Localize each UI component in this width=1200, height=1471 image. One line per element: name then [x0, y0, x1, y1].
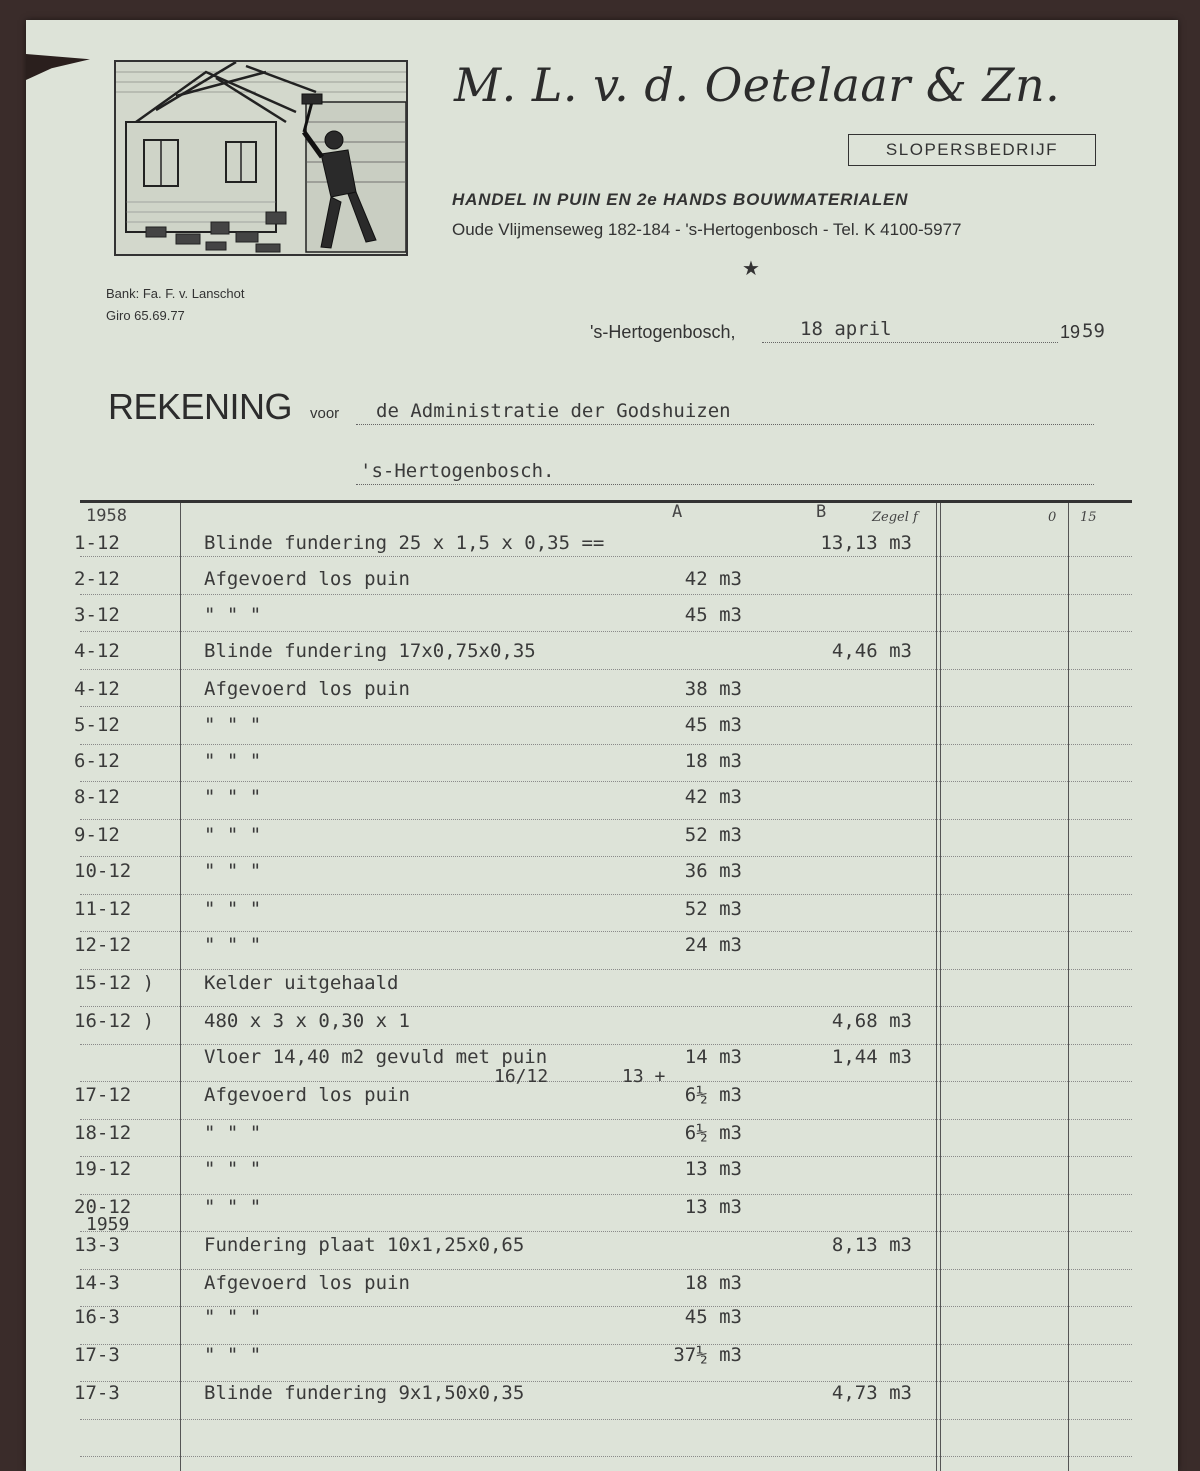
column-0-header: 0: [1048, 510, 1057, 525]
table-top-rule: [80, 500, 1132, 503]
row-date: 15-12 ): [74, 972, 155, 994]
row-date: 19-12: [74, 1158, 132, 1180]
column-a-header: A: [672, 502, 683, 522]
table-row: [0, 1306, 1152, 1342]
star-icon: ★: [742, 256, 760, 280]
table-row: [0, 1272, 1152, 1308]
row-description: " " ": [204, 786, 262, 808]
row-date: 6-12: [74, 750, 120, 772]
row-column-a: 45 m3: [684, 714, 742, 736]
row-description: Afgevoerd los puin: [204, 1272, 410, 1294]
row-column-a: 42 m3: [684, 786, 742, 808]
table-row: [0, 714, 1152, 750]
row-description: Fundering plaat 10x1,25x0,65: [204, 1234, 525, 1256]
row-date: 16-3: [74, 1306, 120, 1328]
row-column-a: 18 m3: [684, 1272, 742, 1294]
row-rule: [80, 1194, 1132, 1195]
table-row: [0, 860, 1152, 896]
table-row: [0, 1158, 1152, 1194]
row-description: " " ": [204, 1158, 262, 1180]
row-description: " " ": [204, 824, 262, 846]
row-rule: [80, 1456, 1132, 1457]
table-row: [0, 1010, 1152, 1046]
table-row: [0, 1382, 1152, 1418]
row-date: 17-3: [74, 1382, 120, 1404]
company-address: Oude Vlijmenseweg 182-184 - 's-Hertogenbosch - Tel. K 4100-5977: [452, 220, 962, 239]
annotation-16-12: 16/12: [494, 1066, 549, 1087]
row-column-a: 45 m3: [684, 1306, 742, 1328]
tagline: HANDEL IN PUIN EN 2e HANDS BOUWMATERIALEN: [452, 190, 909, 209]
recipient-line-2: 's-Hertogenbosch.: [360, 460, 555, 482]
table-row: [0, 934, 1152, 970]
row-date: 4-12: [74, 678, 120, 700]
table-row: [0, 786, 1152, 822]
row-date: 18-12: [74, 1122, 132, 1144]
row-column-b: 8,13 m3: [831, 1234, 912, 1256]
table-row: [0, 824, 1152, 860]
row-column-a: 42 m3: [684, 568, 742, 590]
column-15-header: 15: [1080, 510, 1097, 525]
demolition-illustration: [114, 60, 408, 256]
zegel-header: Zegel f: [872, 510, 918, 525]
table-row: [0, 1084, 1152, 1120]
table-row: [0, 1196, 1152, 1232]
row-description: " " ": [204, 898, 262, 920]
recipient-line-1: de Administratie der Godshuizen: [376, 400, 731, 422]
row-date: 9-12: [74, 824, 120, 846]
row-column-a: 6½ m3: [684, 1084, 742, 1106]
company-name: M. L. v. d. Oetelaar & Zn.: [454, 58, 1061, 112]
year-suffix: 59: [1082, 320, 1105, 342]
table-row: [0, 1234, 1152, 1270]
row-date: 14-3: [74, 1272, 120, 1294]
row-description: Afgevoerd los puin: [204, 1084, 410, 1106]
column-b-header: B: [816, 502, 827, 522]
table-row: [0, 568, 1152, 604]
row-description: Afgevoerd los puin: [204, 568, 410, 590]
row-date: 2-12: [74, 568, 120, 590]
bank-line: Bank: Fa. F. v. Lanschot: [106, 286, 245, 301]
invoice-title: REKENING: [108, 386, 293, 427]
row-description: " " ": [204, 604, 262, 626]
table-row: [0, 1046, 1152, 1082]
table-row: [0, 898, 1152, 934]
date-dotted-line: [762, 342, 1058, 343]
row-column-b: 4,73 m3: [831, 1382, 912, 1404]
row-date: 1-12: [74, 532, 120, 554]
giro-line: Giro 65.69.77: [106, 308, 185, 323]
row-description: Blinde fundering 17x0,75x0,35: [204, 640, 536, 662]
row-description: " " ": [204, 750, 262, 772]
row-description: " " ": [204, 1344, 262, 1366]
row-column-a: 52 m3: [684, 824, 742, 846]
row-description: Kelder uitgehaald: [204, 972, 399, 994]
row-column-a: 45 m3: [684, 604, 742, 626]
date-place: 's-Hertogenbosch,: [590, 322, 736, 342]
row-column-b: 4,68 m3: [831, 1010, 912, 1032]
year-1958: 1958: [86, 506, 127, 526]
row-date: 13-3: [74, 1234, 120, 1256]
row-column-a: 18 m3: [684, 750, 742, 772]
row-description: " " ": [204, 1196, 262, 1218]
row-description: " " ": [204, 714, 262, 736]
row-column-b: 4,46 m3: [831, 640, 912, 662]
row-date: 11-12: [74, 898, 132, 920]
row-description: " " ": [204, 860, 262, 882]
row-date: 16-12 ): [74, 1010, 155, 1032]
row-date: 3-12: [74, 604, 120, 626]
row-description: " " ": [204, 934, 262, 956]
row-date: 12-12: [74, 934, 132, 956]
row-column-a: 36 m3: [684, 860, 742, 882]
row-column-b: 13,13 m3: [820, 532, 912, 554]
row-date: 20-12: [74, 1196, 132, 1218]
row-date: 10-12: [74, 860, 132, 882]
table-row: [0, 972, 1152, 1008]
table-row: [0, 1122, 1152, 1158]
year-prefix: 19: [1060, 322, 1081, 342]
voor-label: voor: [310, 405, 340, 422]
year-1959: 1959: [86, 1214, 130, 1235]
table-row: [0, 750, 1152, 786]
table-row: [0, 604, 1152, 640]
row-date: 17-12: [74, 1084, 132, 1106]
row-column-a: 24 m3: [684, 934, 742, 956]
row-column-a: 13 m3: [684, 1196, 742, 1218]
row-column-a: 37½ m3: [673, 1344, 742, 1366]
row-column-b: 1,44 m3: [831, 1046, 912, 1068]
row-date: 8-12: [74, 786, 120, 808]
table-row: [0, 532, 1152, 568]
row-rule: [80, 1419, 1132, 1420]
recipient-dotted-line-1: [356, 424, 1094, 425]
row-column-a: 52 m3: [684, 898, 742, 920]
row-description: Blinde fundering 9x1,50x0,35: [204, 1382, 525, 1404]
row-column-a: 13 m3: [684, 1158, 742, 1180]
row-column-a: 38 m3: [684, 678, 742, 700]
row-description: Afgevoerd los puin: [204, 678, 410, 700]
table-row: [0, 640, 1152, 676]
date-typed: 18 april: [800, 318, 892, 340]
row-column-a: 14 m3: [684, 1046, 742, 1068]
row-date: 17-3: [74, 1344, 120, 1366]
table-row: [0, 1344, 1152, 1380]
recipient-dotted-line-2: [356, 484, 1094, 485]
business-type-box: SLOPERSBEDRIJF: [848, 134, 1096, 166]
row-column-a: 6½ m3: [684, 1122, 742, 1144]
table-row: [0, 678, 1152, 714]
row-description: Blinde fundering 25 x 1,5 x 0,35 ==: [204, 532, 605, 554]
row-description: Vloer 14,40 m2 gevuld met puin: [204, 1046, 548, 1068]
annotation-13-plus: 13 +: [622, 1066, 666, 1087]
row-date: 4-12: [74, 640, 120, 662]
row-description: " " ": [204, 1306, 262, 1328]
row-date: 5-12: [74, 714, 120, 736]
row-description: 480 x 3 x 0,30 x 1: [204, 1010, 410, 1032]
row-description: " " ": [204, 1122, 262, 1144]
